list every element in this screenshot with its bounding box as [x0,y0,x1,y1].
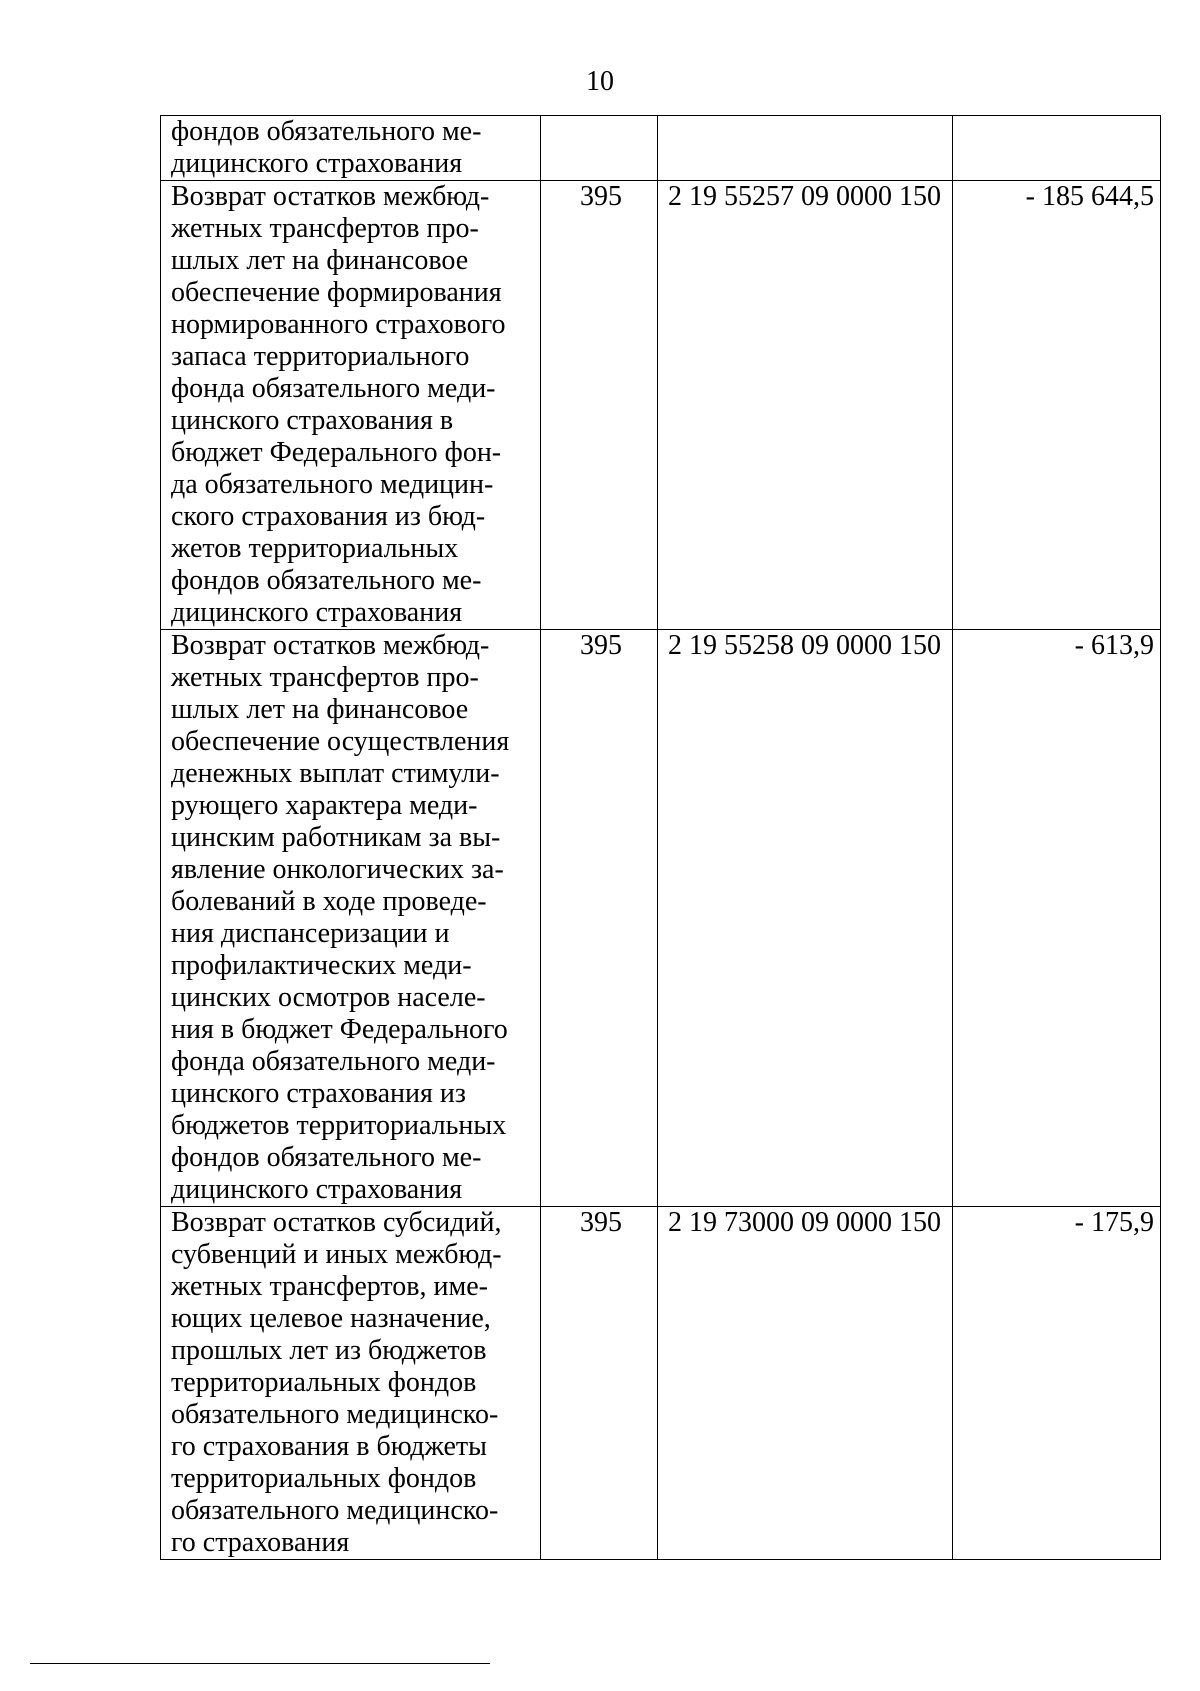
income-name-line: цинским работникам за вы- [171,822,501,853]
income-name-line: цинских осмотров населе- [171,982,486,1013]
income-name-cell [161,630,541,1207]
income-name-line: го страхования в бюджеты [171,1431,487,1462]
income-name-line: явление онкологических за- [171,854,504,885]
page-number: 10 [586,66,614,97]
income-name-line: болеваний в ходе проведе- [171,886,487,917]
income-name-line: дицинского страхования [171,1174,463,1205]
income-name-line: шлых лет на финансовое [171,694,469,725]
income-name-line: дицинского страхования [171,148,463,179]
income-name-line: Возврат остатков межбюд- [171,181,490,212]
amount-cell: - 185 644,5 [953,181,1161,630]
footnote-divider [30,1663,490,1664]
income-name-line: профилактических меди- [171,950,472,981]
income-name-line: ния в бюджет Федерального [171,1014,508,1045]
amount-cell: - 175,9 [953,1207,1161,1560]
income-name-line: фондов обязательного ме- [171,565,482,596]
income-name-line: ского страхования из бюд- [171,501,486,532]
income-name-line: бюджет Федерального фон- [171,437,502,468]
administrator-code-cell [541,116,658,181]
income-name-cell [161,116,541,181]
income-name-line: обеспечение осуществления [171,726,510,757]
income-name-line: фондов обязательного ме- [171,116,482,147]
income-name-line: цинского страхования из [171,1078,466,1109]
income-name-line: прошлых лет из бюджетов [171,1335,487,1366]
income-name-line: да обязательного медицин- [171,469,494,500]
table-row [161,1207,1161,1560]
budget-classification-code-cell [658,116,953,181]
income-name-line: бюджетов территориальных [171,1110,507,1141]
income-name-line: жетных трансфертов про- [171,213,479,244]
amount-cell [953,116,1161,181]
budget-table [160,115,1161,1560]
income-name-line: денежных выплат стимули- [171,758,500,789]
income-name-line: жетных трансфертов про- [171,662,479,693]
budget-classification-code-cell: 2 19 55258 09 0000 150 [658,630,953,1207]
income-name-line: фонда обязательного меди- [171,1046,496,1077]
income-name-line: фонда обязательного меди- [171,373,496,404]
budget-classification-code-cell: 2 19 55257 09 0000 150 [658,181,953,630]
income-name-line: жетных трансфертов, име- [171,1271,488,1302]
income-name-line: Возврат остатков субсидий, [171,1207,502,1238]
income-name-line: субвенций и иных межбюд- [171,1239,502,1270]
table-row [161,181,1161,630]
budget-table-body [161,116,1161,1560]
budget-classification-code-cell: 2 19 73000 09 0000 150 [658,1207,953,1560]
administrator-code-cell: 395 [541,181,658,630]
administrator-code-cell: 395 [541,630,658,1207]
income-name-line: обязательного медицинско- [171,1495,499,1526]
income-name-line: территориальных фондов [171,1367,477,1398]
income-name-line: шлых лет на финансовое [171,245,469,276]
income-name-line: нормированного страхового [171,309,506,340]
income-name-line: дицинского страхования [171,597,463,628]
income-name-line: обеспечение формирования [171,277,502,308]
income-name-line: цинского страхования в [171,405,454,436]
table-row [161,630,1161,1207]
amount-cell: - 613,9 [953,630,1161,1207]
income-name-line: запаса территориального [171,341,470,372]
income-name-cell [161,181,541,630]
income-name-line: территориальных фондов [171,1463,477,1494]
income-name-line: го страхования [171,1527,350,1558]
income-name-cell [161,1207,541,1560]
income-name-line: фондов обязательного ме- [171,1142,482,1173]
income-name-line: жетов территориальных [171,533,459,564]
income-name-line: рующего характера меди- [171,790,478,821]
income-name-line: ния диспансеризации и [171,918,450,949]
income-name-line: Возврат остатков межбюд- [171,630,490,661]
income-name-line: ющих целевое назначение, [171,1303,491,1334]
administrator-code-cell: 395 [541,1207,658,1560]
table-row [161,116,1161,181]
income-name-line: обязательного медицинско- [171,1399,499,1430]
